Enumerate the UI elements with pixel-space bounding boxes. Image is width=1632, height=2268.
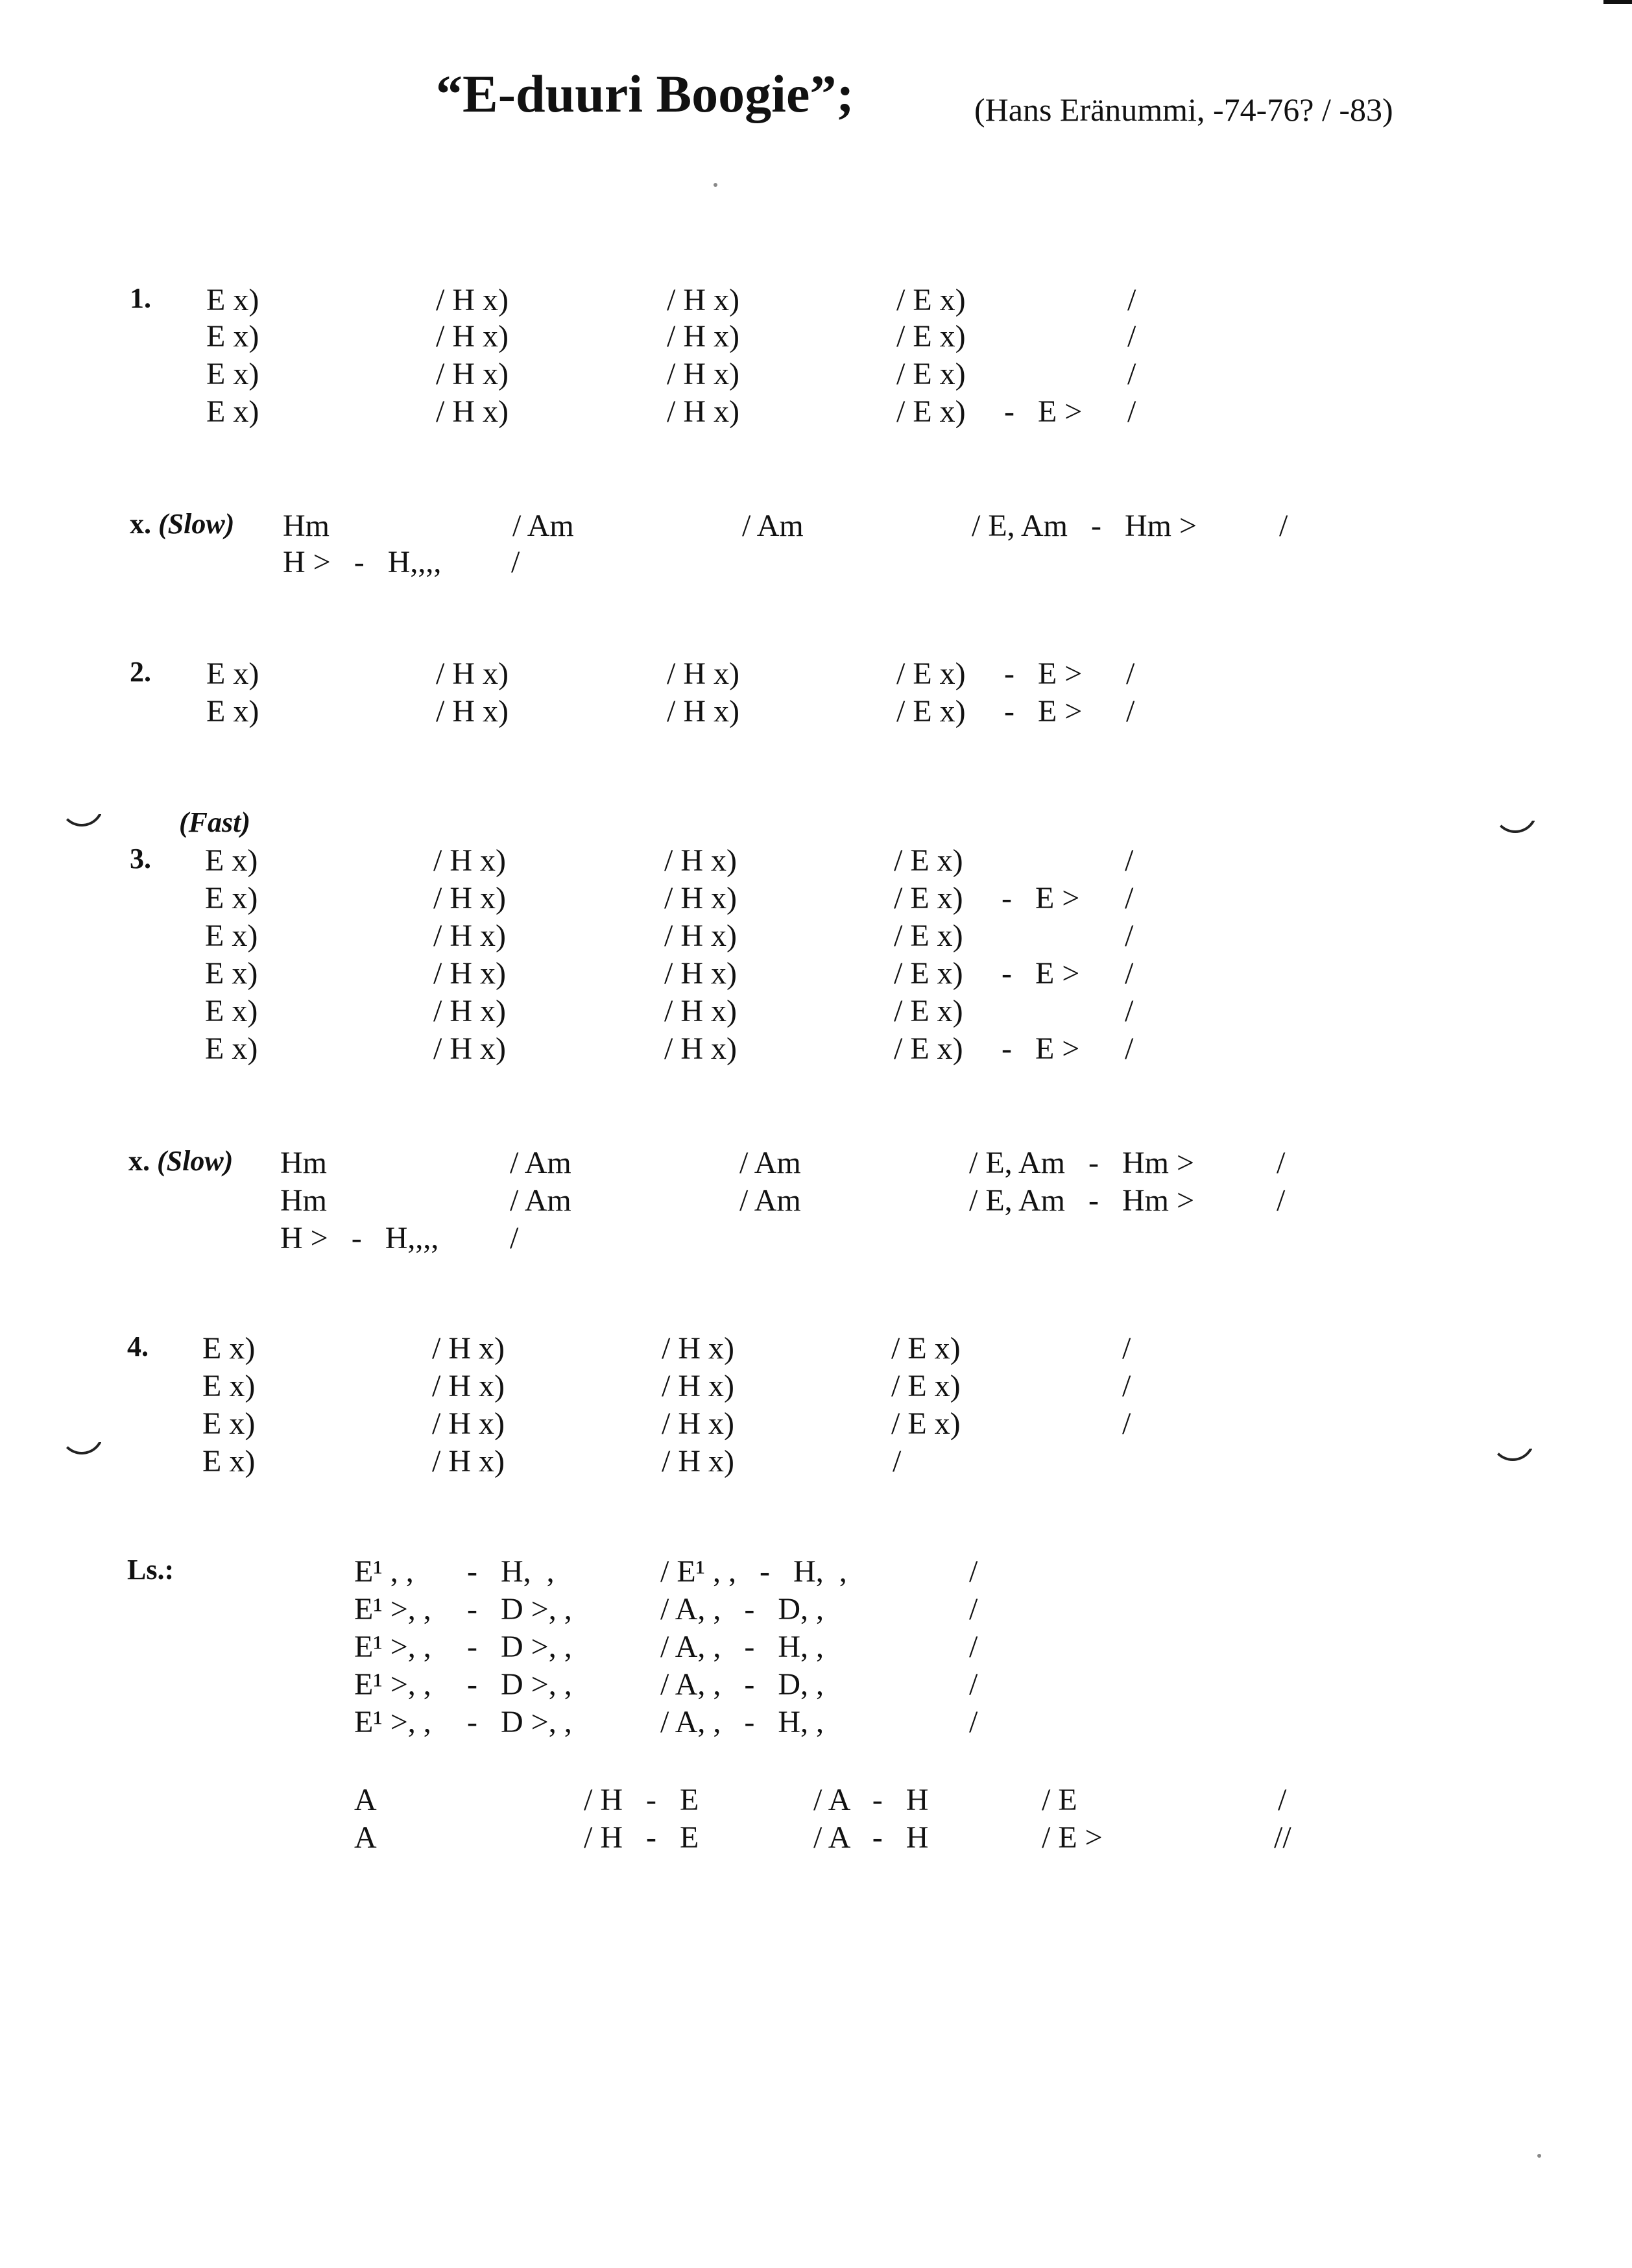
- final-bar-line: //: [1274, 1820, 1291, 1855]
- tempo-marking: (Slow): [157, 1145, 234, 1177]
- chord: / H x): [436, 694, 509, 729]
- chord: / Am: [510, 1146, 571, 1180]
- chord: / H x): [436, 283, 509, 317]
- chord: / E x): [896, 357, 966, 391]
- punch-hole-mark-left-lower: [60, 1432, 104, 1454]
- ending-label: Ls.:: [127, 1554, 174, 1586]
- bar-line: /: [1127, 357, 1136, 391]
- chord: / H x): [662, 1406, 734, 1441]
- chord: H > - H,,,,: [283, 545, 442, 579]
- chord: - D >, ,: [467, 1630, 572, 1664]
- chord: / H x): [436, 357, 509, 391]
- punch-hole-mark-left-upper: [60, 804, 104, 826]
- bar-line: /: [969, 1705, 978, 1739]
- bar-line: /: [1125, 994, 1134, 1028]
- chord: / E x): [896, 319, 966, 354]
- bar-line: /: [1278, 1783, 1287, 1817]
- chord: / E: [1042, 1783, 1077, 1817]
- bar-line: /: [1127, 283, 1136, 317]
- chord: E x): [202, 1369, 256, 1403]
- chord: E x): [205, 956, 258, 991]
- chord: / H - E: [584, 1783, 699, 1817]
- speck: [714, 183, 717, 187]
- chord: / Am: [512, 509, 574, 543]
- bar-line: /: [1279, 509, 1288, 543]
- section-label: x.: [128, 1145, 150, 1177]
- bar-line: /: [969, 1554, 978, 1589]
- chord: E¹ >, ,: [354, 1592, 431, 1626]
- chord: / A - H: [813, 1783, 929, 1817]
- chord: A: [354, 1783, 377, 1817]
- bar-line: /: [1122, 1406, 1131, 1441]
- chord: H > - H,,,,: [280, 1221, 439, 1255]
- chord: / H x): [664, 843, 737, 878]
- chord: / H x): [433, 843, 506, 878]
- bar-line: /: [1126, 694, 1135, 729]
- chord: E x): [202, 1406, 256, 1441]
- bar-line: /: [1125, 919, 1134, 953]
- chord: / H x): [667, 283, 739, 317]
- chord: E x): [205, 881, 258, 915]
- bar-line: /: [1122, 1369, 1131, 1403]
- chord: / H x): [433, 881, 506, 915]
- chord: / H - E: [584, 1820, 699, 1855]
- chord: Hm: [280, 1183, 327, 1218]
- chord: / E, Am - Hm >: [969, 1146, 1195, 1180]
- chord: / E x): [896, 694, 966, 729]
- interlude-2-label: [128, 1147, 233, 1176]
- chord: / E¹ , , - H, ,: [660, 1554, 847, 1589]
- chord: / E x): [894, 843, 963, 878]
- chord: / Am: [742, 509, 804, 543]
- chord: / A, , - D, ,: [660, 1667, 824, 1702]
- chord: - D >, ,: [467, 1667, 572, 1702]
- chord: E x): [205, 919, 258, 953]
- chord: / H x): [432, 1331, 505, 1366]
- section-3-label: 3.: [130, 843, 151, 875]
- bar-line: /: [1122, 1331, 1131, 1366]
- chord: E x): [205, 1031, 258, 1066]
- chord: E x): [206, 283, 259, 317]
- bar-line: /: [1277, 1146, 1286, 1180]
- chord: E x): [206, 319, 259, 354]
- punch-hole-mark-right-lower: [1491, 1439, 1535, 1461]
- bar-line: /: [1125, 881, 1134, 915]
- chord: / H x): [662, 1369, 734, 1403]
- bar-line: /: [510, 1221, 519, 1255]
- bar-line: /: [1127, 394, 1136, 429]
- chord: / H x): [664, 994, 737, 1028]
- chord: / H x): [432, 1444, 505, 1478]
- bar-line: /: [1126, 657, 1135, 691]
- chord: / H x): [432, 1369, 505, 1403]
- corner-mark: [1603, 0, 1632, 4]
- chord: / H x): [667, 694, 739, 729]
- chord: E x): [206, 357, 259, 391]
- chord: / E x): [891, 1331, 961, 1366]
- tempo-marking: (Slow): [158, 508, 235, 540]
- song-title: “E-duuri Boogie”;: [436, 64, 854, 123]
- chord: E x): [206, 657, 259, 691]
- chord: / H x): [433, 1031, 506, 1066]
- chord: / H x): [664, 1031, 737, 1066]
- chord: - E >: [1002, 1031, 1080, 1066]
- chord: - D >, ,: [467, 1705, 572, 1739]
- chord: / A, , - D, ,: [660, 1592, 824, 1626]
- bar-line: /: [969, 1630, 978, 1664]
- chord: - H, ,: [467, 1554, 555, 1589]
- chord: / E >: [1042, 1820, 1103, 1855]
- chord: Hm: [283, 509, 330, 543]
- chord: / E x): [891, 1406, 961, 1441]
- chord: / E x): [894, 956, 963, 991]
- bar-line: /: [969, 1667, 978, 1702]
- chord: Hm: [280, 1146, 327, 1180]
- chord: - E >: [1002, 956, 1080, 991]
- chord: - D >, ,: [467, 1592, 572, 1626]
- bar-line: /: [893, 1444, 902, 1478]
- bar-line: /: [1125, 956, 1134, 991]
- chord: / E x): [894, 919, 963, 953]
- bar-line: /: [1125, 843, 1134, 878]
- chord: / H x): [667, 657, 739, 691]
- section-1-label: 1.: [130, 282, 151, 314]
- chord: / E x): [896, 394, 966, 429]
- chord: / E x): [894, 994, 963, 1028]
- chord: / H x): [667, 357, 739, 391]
- chord: / H x): [433, 919, 506, 953]
- chord: / E x): [894, 1031, 963, 1066]
- punch-hole-mark-right-upper: [1493, 811, 1537, 833]
- speck: [1537, 2154, 1541, 2158]
- chord: E¹ >, ,: [354, 1667, 431, 1702]
- chord: E x): [206, 694, 259, 729]
- bar-line: /: [1125, 1031, 1134, 1066]
- chord: / Am: [739, 1183, 801, 1218]
- chord: / A, , - H, ,: [660, 1705, 824, 1739]
- chord: E x): [205, 843, 258, 878]
- chord: / E, Am - Hm >: [969, 1183, 1195, 1218]
- bar-line: /: [511, 545, 520, 579]
- song-credit: (Hans Eränummi, -74-76? / -83): [974, 91, 1393, 128]
- section-label: x.: [130, 508, 151, 540]
- chord: / H x): [662, 1444, 734, 1478]
- chord: / A, , - H, ,: [660, 1630, 824, 1664]
- chord: / H x): [436, 657, 509, 691]
- chord: / Am: [510, 1183, 571, 1218]
- chord: E x): [202, 1444, 256, 1478]
- chord: / H x): [436, 394, 509, 429]
- tempo-marking: (Fast): [179, 806, 250, 838]
- chord: / A - H: [813, 1820, 929, 1855]
- chord: E x): [205, 994, 258, 1028]
- chord: - E >: [1002, 881, 1080, 915]
- chord: / Am: [739, 1146, 801, 1180]
- chord: / H x): [432, 1406, 505, 1441]
- chord: E¹ , ,: [354, 1554, 414, 1589]
- chord: - E >: [1004, 394, 1083, 429]
- bar-line: /: [1277, 1183, 1286, 1218]
- chord: - E >: [1004, 657, 1083, 691]
- interlude-1-label: [130, 510, 234, 538]
- chord: / H x): [433, 994, 506, 1028]
- section-2-label: 2.: [130, 656, 151, 688]
- chord: - E >: [1004, 694, 1083, 729]
- chord: / H x): [667, 394, 739, 429]
- chord: / H x): [433, 956, 506, 991]
- chord: / H x): [436, 319, 509, 354]
- chord: E¹ >, ,: [354, 1630, 431, 1664]
- chord: / E x): [894, 881, 963, 915]
- chord: / E x): [891, 1369, 961, 1403]
- chord: / E x): [896, 283, 966, 317]
- chord: / H x): [667, 319, 739, 354]
- chord: E x): [202, 1331, 256, 1366]
- chord: / H x): [664, 881, 737, 915]
- chord: / E x): [896, 657, 966, 691]
- chord: / E, Am - Hm >: [972, 509, 1197, 543]
- chord: A: [354, 1820, 377, 1855]
- section-4-label: 4.: [127, 1331, 149, 1362]
- chord: E x): [206, 394, 259, 429]
- chord: / H x): [662, 1331, 734, 1366]
- bar-line: /: [1127, 319, 1136, 354]
- chord: E¹ >, ,: [354, 1705, 431, 1739]
- chord: / H x): [664, 919, 737, 953]
- bar-line: /: [969, 1592, 978, 1626]
- chord: / H x): [664, 956, 737, 991]
